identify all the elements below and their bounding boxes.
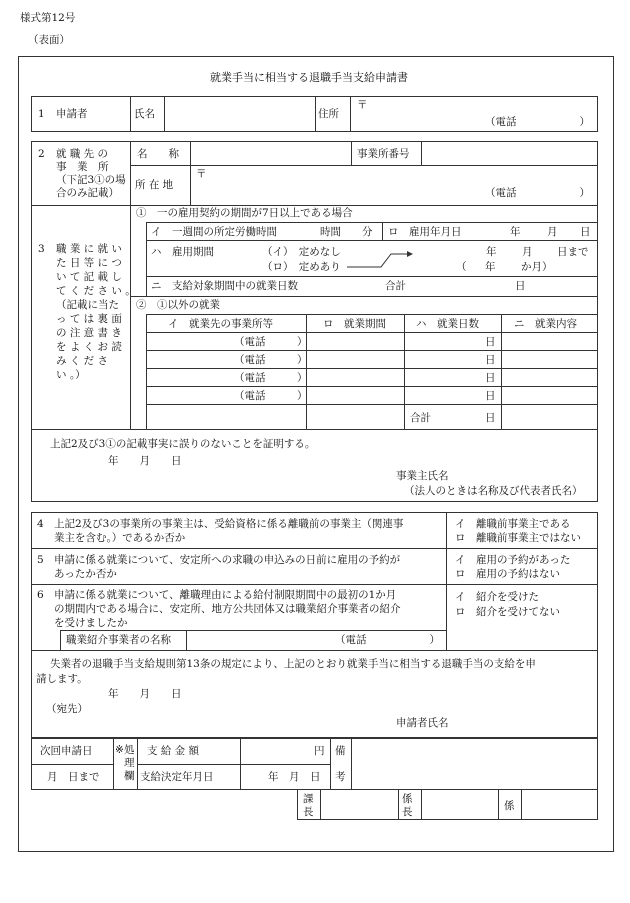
row5-option-yes[interactable]: イ 雇用の予約があった bbox=[455, 554, 571, 566]
row3-label-2: た 日 等 に つ bbox=[56, 257, 122, 269]
s1-hours-unit: 時間 bbox=[320, 226, 341, 238]
s1-ha-end-year: 年 bbox=[486, 246, 497, 258]
s1-title: ① 一の雇用契約の期間が7日以上である場合 bbox=[136, 207, 353, 219]
row6-text-3: を受けましたか bbox=[54, 617, 128, 629]
kakaricho-char-1: 係 bbox=[402, 793, 413, 805]
kakari-label: 係 bbox=[504, 800, 515, 812]
row3-label-10: い 。） bbox=[56, 369, 86, 381]
s2-tel-2[interactable]: （電話 ） bbox=[234, 354, 308, 366]
kakaricho-char-2: 長 bbox=[402, 806, 413, 818]
side-label: （表面） bbox=[28, 34, 70, 46]
kakari-stamp-field[interactable] bbox=[523, 792, 596, 818]
proc-char-3: 欄 bbox=[124, 770, 135, 782]
row5-num: 5 bbox=[37, 554, 44, 566]
kacho-char-2: 長 bbox=[303, 806, 314, 818]
company-name-field[interactable] bbox=[192, 143, 349, 163]
row4-option-yes[interactable]: イ 離職前事業主である bbox=[455, 518, 571, 530]
apply-date[interactable]: 年 月 日 bbox=[108, 688, 182, 700]
yen-unit: 円 bbox=[314, 745, 325, 757]
s2-header-employer: イ 就業先の事業所等 bbox=[168, 318, 273, 330]
row5-option-no[interactable]: ロ 雇用の予約はない bbox=[455, 568, 560, 580]
row3-num: 3 bbox=[38, 243, 45, 255]
kacho-stamp-field[interactable] bbox=[322, 792, 396, 818]
row2-label-4: 合のみ記載） bbox=[56, 187, 119, 199]
row3-label-4: て く だ さ い 。 bbox=[56, 285, 136, 297]
next-date-value[interactable]: 月 日まで bbox=[47, 771, 100, 783]
weekly-hours-field[interactable] bbox=[280, 224, 318, 238]
company-name-label: 名 称 bbox=[137, 148, 179, 160]
kakaricho-stamp-field[interactable] bbox=[423, 792, 496, 818]
postal-mark: 〒 bbox=[357, 99, 368, 111]
decision-date-label: 支給決定年月日 bbox=[140, 771, 214, 783]
row2-label-3: （下記3①の場 bbox=[56, 174, 126, 186]
s1-ha-none[interactable]: （イ） 定めなし bbox=[262, 246, 341, 258]
arrow-icon bbox=[345, 250, 415, 270]
s2-header-days: ハ 就業日数 bbox=[416, 318, 479, 330]
row6-text-1: 申請に係る就業について、離職理由による給付制限期間中の最初の1か月 bbox=[54, 589, 397, 601]
kacho-char-1: 課 bbox=[303, 793, 314, 805]
s1-ro-day: 日 bbox=[580, 226, 591, 238]
next-date-label: 次回申請日 bbox=[40, 745, 93, 757]
location-postal-mark: 〒 bbox=[196, 168, 207, 180]
remarks-field[interactable] bbox=[353, 740, 596, 788]
applicant-address-field[interactable] bbox=[370, 98, 596, 116]
employer-name-label: 事業主氏名 bbox=[396, 470, 449, 482]
row3-label-5: （記載に当た bbox=[56, 299, 119, 311]
proc-char-2: 理 bbox=[124, 757, 135, 769]
applicant-signature-label: 申請者氏名 bbox=[396, 717, 449, 729]
s1-ha-fixed[interactable]: （ロ） 定めあり bbox=[262, 261, 341, 273]
s1-ha-end: 日まで bbox=[557, 246, 589, 258]
cert-date[interactable]: 年 月 日 bbox=[108, 455, 182, 467]
row2-label-1: 就 職 先 の bbox=[56, 148, 109, 160]
agency-label: 職業紹介事業者の名称 bbox=[66, 634, 171, 646]
row5-text-1: 申請に係る就業について、安定所への求職の申込みの日前に雇用の予約が bbox=[54, 554, 401, 566]
address-label: 住所 bbox=[318, 108, 339, 120]
s1-ni-total: 合計 bbox=[385, 280, 406, 292]
row6-option-yes[interactable]: イ 紹介を受けた bbox=[455, 591, 539, 603]
form-number: 様式第12号 bbox=[20, 12, 76, 24]
apply-to: （宛先） bbox=[46, 703, 88, 715]
row4-text-2: 業主を含む。）であるか否か bbox=[54, 532, 186, 544]
s2-header-period: ロ 就業期間 bbox=[323, 318, 386, 330]
applicant-label: 申請者 bbox=[56, 108, 88, 120]
remarks-char-1: 備 bbox=[335, 745, 346, 757]
name-label: 氏名 bbox=[134, 108, 155, 120]
s1-ni-day: 日 bbox=[515, 280, 526, 292]
employer-name-note: （法人のときは名称及び代表者氏名） bbox=[404, 485, 583, 497]
apply-text-2: 請します。 bbox=[36, 673, 88, 685]
s2-total-label: 合計 bbox=[410, 412, 431, 424]
row3-label-3: い て 記 載 し bbox=[56, 271, 122, 283]
apply-text-1: 失業者の退職手当支給規則第13条の規定により、上記のとおり就業手当に相当する退職手当の支給を申 bbox=[50, 658, 536, 670]
s1-minutes-unit: 分 bbox=[362, 226, 373, 238]
s1-ro-month: 月 bbox=[547, 226, 558, 238]
row2-label-2: 事 業 所 bbox=[56, 161, 109, 173]
s1-ha-label: ハ 雇用期間 bbox=[151, 246, 214, 258]
row2-num: 2 bbox=[38, 148, 45, 160]
s2-total-day: 日 bbox=[485, 412, 496, 424]
row4-text-1: 上記2及び3の事業所の事業主は、受給資格に係る離職前の事業主（関連事 bbox=[54, 518, 404, 530]
remarks-char-2: 考 bbox=[335, 771, 346, 783]
row5-text-2: あったか否か bbox=[54, 568, 117, 580]
applicant-tel[interactable]: （電話 ） bbox=[485, 116, 590, 128]
s1-ro-label: ロ 雇用年月日 bbox=[388, 226, 462, 238]
office-number-field[interactable] bbox=[423, 143, 596, 163]
amount-field[interactable] bbox=[242, 740, 312, 762]
s2-day-1: 日 bbox=[485, 336, 496, 348]
office-number-label: 事業所番号 bbox=[357, 148, 410, 160]
row3-label-9: み く だ さ bbox=[56, 355, 109, 367]
row3-label-1: 職 業 に 就 い bbox=[56, 243, 122, 255]
proc-char-1: 処 bbox=[124, 744, 135, 756]
s1-ha-months-year: 年 bbox=[485, 261, 496, 273]
row6-text-2: の期間内である場合に、安定所、地方公共団体又は職業紹介事業者の紹介 bbox=[54, 603, 401, 615]
s1-ha-months-open: （ bbox=[456, 261, 467, 273]
amount-label: 支 給 金 額 bbox=[147, 745, 200, 757]
row6-num: 6 bbox=[37, 589, 44, 601]
form-title: 就業手当に相当する退職手当支給申請書 bbox=[210, 71, 408, 84]
agency-name-field[interactable] bbox=[188, 632, 328, 648]
cert-text: 上記2及び3①の記載事実に誤りのないことを証明する。 bbox=[50, 438, 316, 450]
row6-option-no[interactable]: ロ 紹介を受けてない bbox=[455, 606, 560, 618]
s2-tel-4[interactable]: （電話 ） bbox=[234, 390, 308, 402]
s2-header-content: ニ 就業内容 bbox=[514, 318, 577, 330]
location-label: 所 在 地 bbox=[135, 179, 174, 191]
s1-ro-year: 年 bbox=[510, 226, 521, 238]
s2-title: ② ①以外の就業 bbox=[136, 299, 220, 311]
s2-tel-3[interactable]: （電話 ） bbox=[234, 372, 308, 384]
asterisk-mark: ※ bbox=[115, 744, 124, 756]
row4-option-no[interactable]: ロ 離職前事業主ではない bbox=[455, 532, 581, 544]
applicant-name-field[interactable] bbox=[166, 98, 313, 130]
s2-tel-1[interactable]: （電話 ） bbox=[234, 336, 308, 348]
s2-day-2: 日 bbox=[485, 354, 496, 366]
s1-ni-label: ニ 支給対象期間中の就業日数 bbox=[151, 280, 298, 292]
agency-tel[interactable]: （電話 ） bbox=[335, 634, 440, 646]
decision-date-value[interactable]: 年 月 日 bbox=[268, 771, 321, 783]
s1-ha-end-month: 月 bbox=[522, 246, 533, 258]
row1-num: 1 bbox=[38, 108, 45, 120]
s2-day-4: 日 bbox=[485, 390, 496, 402]
location-field[interactable] bbox=[210, 167, 595, 185]
row4-num: 4 bbox=[37, 518, 44, 530]
row3-label-7: の 注 意 書 き bbox=[56, 327, 122, 339]
s1-ha-months-close: か月） bbox=[521, 261, 553, 273]
s1-i-label: イ 一週間の所定労働時間 bbox=[151, 226, 277, 238]
location-tel[interactable]: （電話 ） bbox=[485, 187, 590, 199]
row3-label-8: を よ く お 読 bbox=[56, 341, 122, 353]
s2-day-3: 日 bbox=[485, 372, 496, 384]
work-days-field[interactable] bbox=[420, 278, 512, 292]
row3-label-6: っ て は 裏 面 bbox=[56, 313, 122, 325]
